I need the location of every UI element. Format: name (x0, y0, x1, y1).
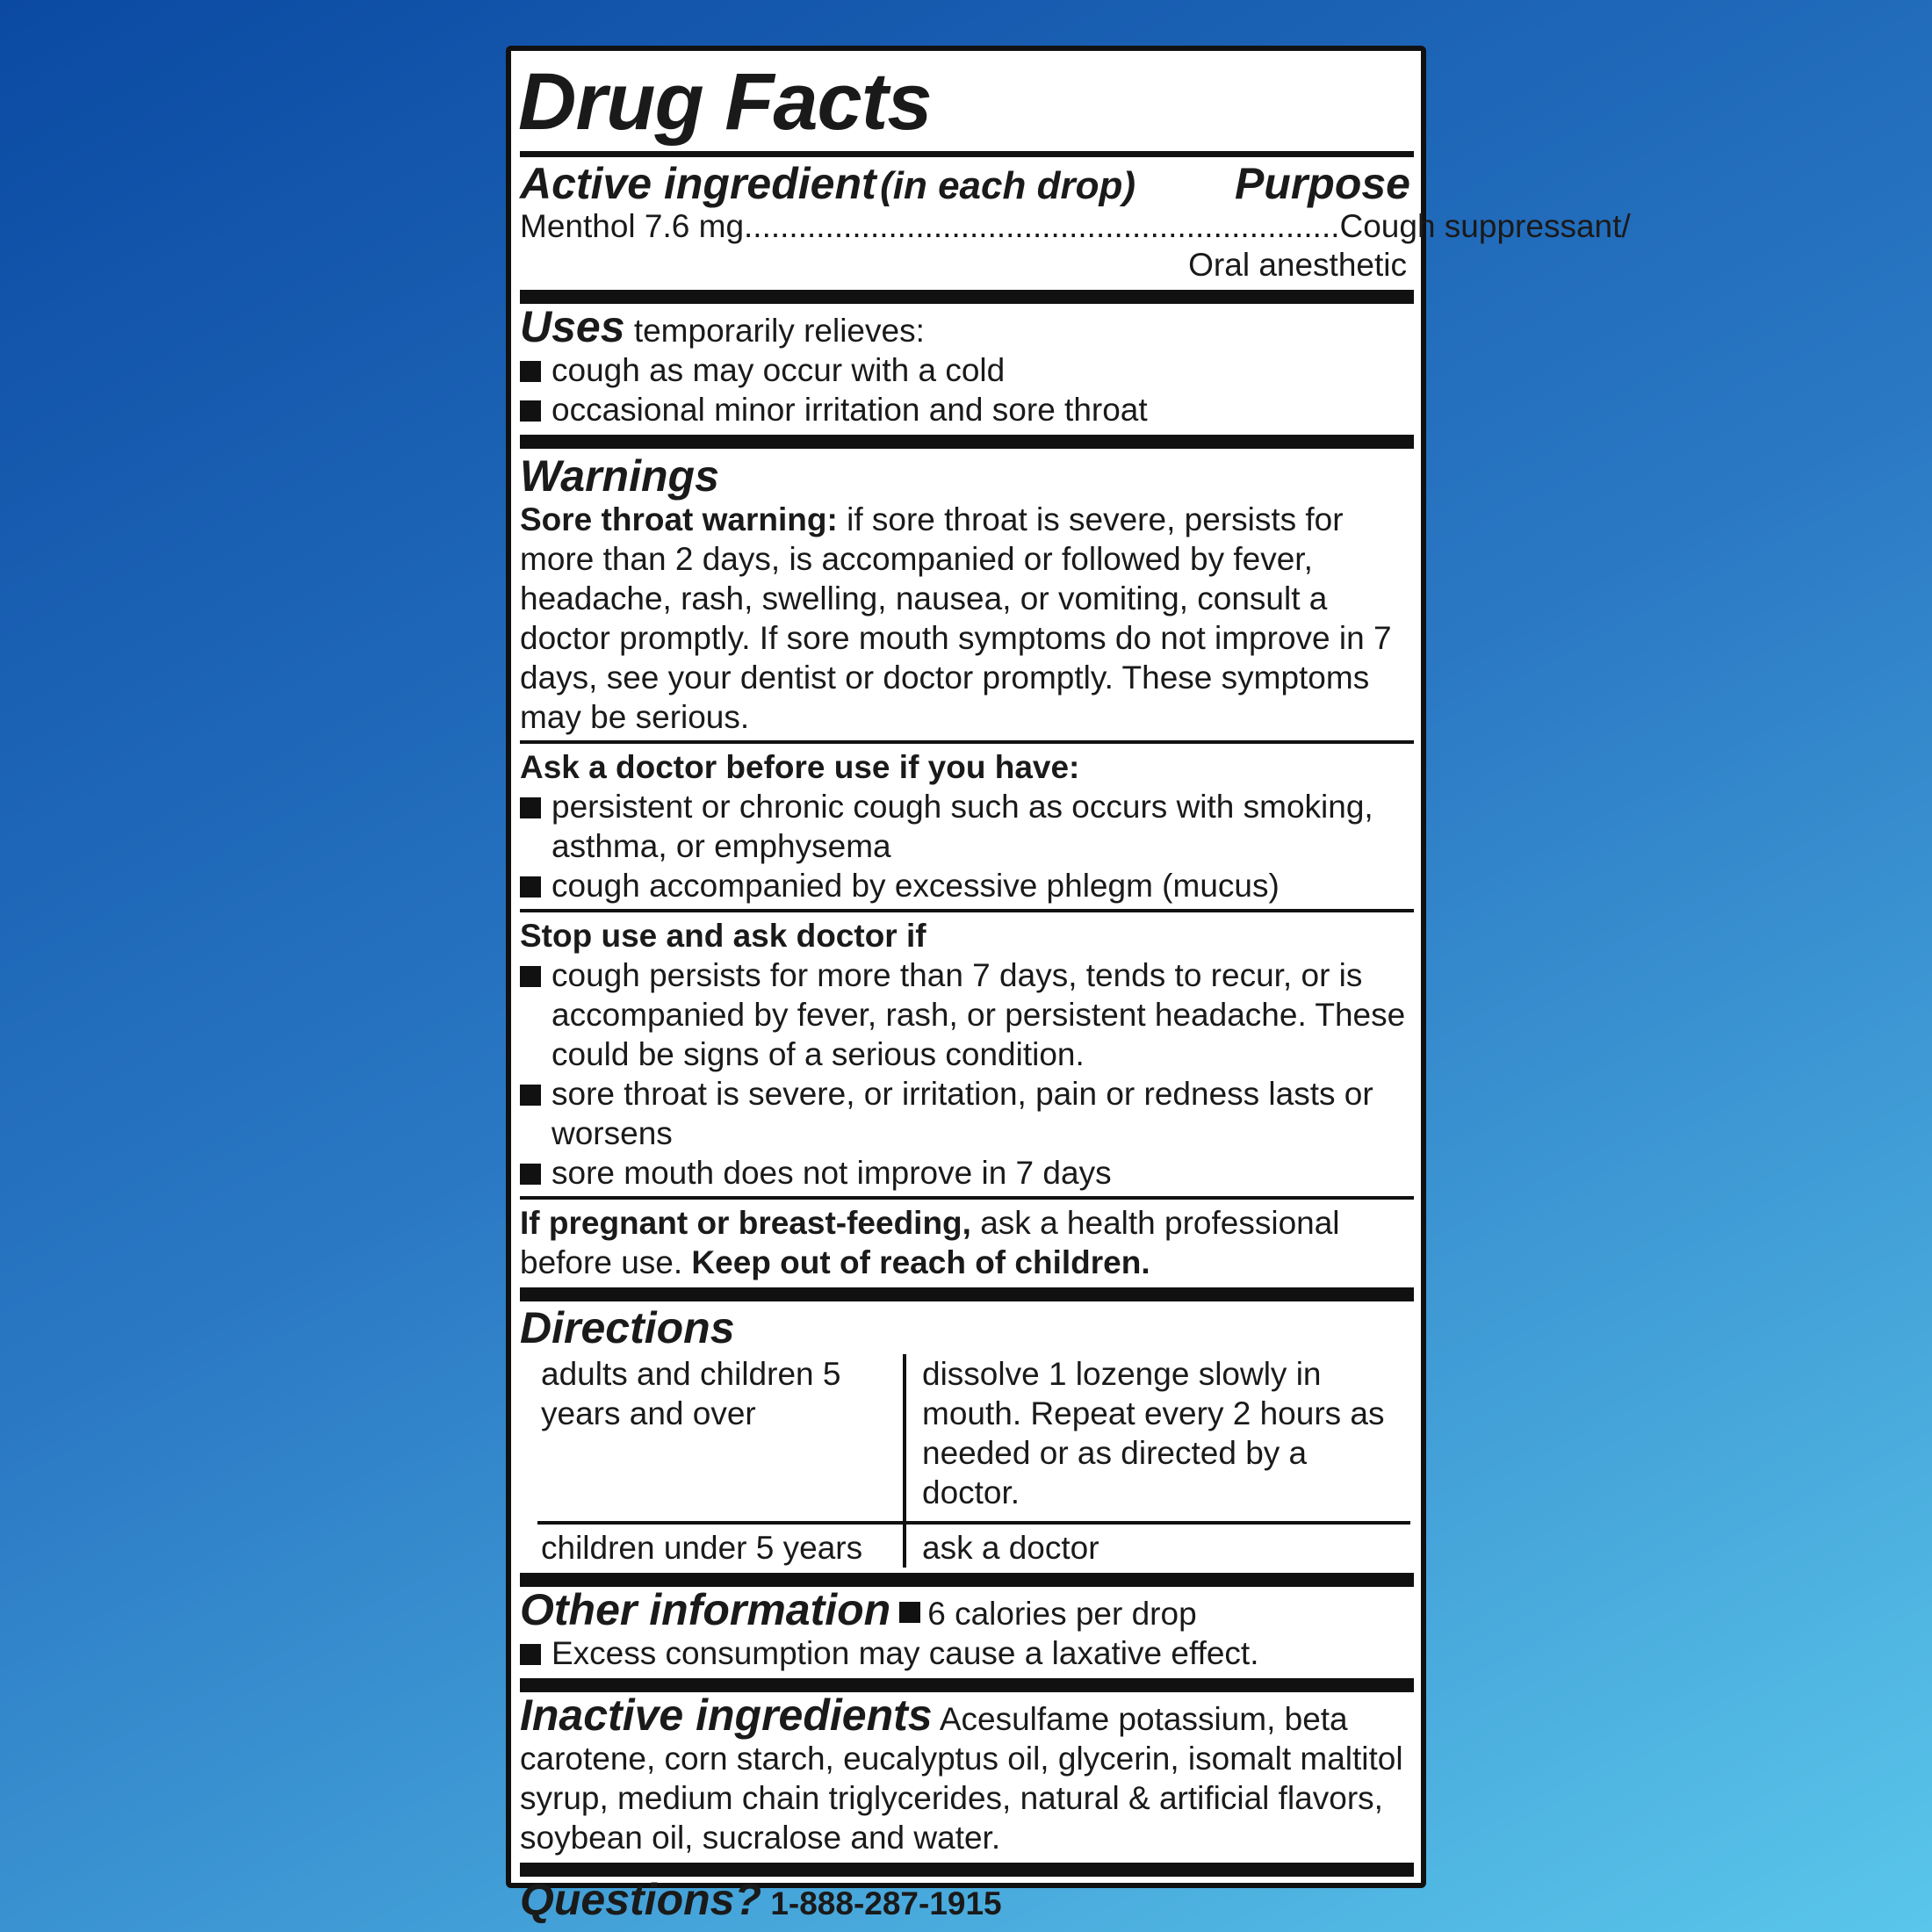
sore-throat-text: if sore throat is severe, persists for more than 2 days, is accompanied or followed by fever, headache, rash, swelling, nausea, or vomiting, consult a doctor promptly. If sore mouth symptoms do not improve in 7 days, see your dentist or doctor promptly. These symptoms may be serious. (520, 501, 1392, 735)
inactive-ingredients-section (520, 1690, 1414, 1857)
pregnant-text: ask a health professional before use. (520, 1204, 1340, 1280)
directions-how: ask a doctor (906, 1521, 1410, 1568)
inactive-ingredients-text: Acesulfame potassium, beta carotene, corn starch, eucalyptus oil, glycerin, isomalt maltitol syrup, medium chain triglycerides, natural & artificial flavors, soybean oil, sucralose and water. (520, 1700, 1403, 1856)
phone-number: 1-888-287-1915 (770, 1885, 1002, 1921)
list-item: occasional minor irritation and sore throat (520, 390, 1410, 429)
divider (520, 1287, 1414, 1301)
active-ingredient-row (520, 207, 1631, 246)
divider (520, 740, 1414, 744)
drug-facts-label (506, 46, 1631, 1924)
other-info-heading: Other information (520, 1584, 891, 1634)
active-ingredient-heading: Active ingredient (520, 159, 876, 208)
list-item: sore mouth does not improve in 7 days (520, 1153, 1410, 1193)
directions-how: dissolve 1 lozenge slowly in mouth. Repeat every 2 hours as needed or as directed by a doctor. (922, 1355, 1385, 1510)
directions-who: adults and children 5 years and over (537, 1354, 906, 1521)
list-item: Excess consumption may cause a laxative effect. (520, 1633, 1410, 1673)
square-bullet-icon (520, 1074, 551, 1153)
directions-section (520, 1302, 1414, 1568)
ingredient-name: Menthol 7.6 mg (520, 207, 745, 244)
ask-doctor-heading: Ask a doctor before use if you have: (520, 748, 1080, 785)
purpose-heading: Purpose (1234, 159, 1410, 208)
ask-doctor-section (520, 747, 1414, 905)
divider (520, 151, 1414, 157)
uses-intro: temporarily relieves: (633, 312, 925, 349)
directions-who: children under 5 years (537, 1521, 906, 1568)
questions-heading: Questions? (520, 1874, 762, 1924)
pregnancy-section (520, 1203, 1414, 1282)
list-item: cough persists for more than 7 days, tends to recur, or is accompanied by fever, rash, or persistent headache. These could be signs of a serious condition. (520, 955, 1410, 1074)
leader-dots: .................................................................. (744, 207, 1340, 244)
active-ingredient-section (520, 159, 1631, 285)
divider (520, 909, 1414, 912)
inactive-ingredients-heading: Inactive ingredients (520, 1690, 933, 1740)
active-ingredient-header (520, 161, 1410, 207)
square-bullet-icon (520, 1633, 551, 1673)
square-bullet-icon (520, 1153, 551, 1193)
square-bullet-icon (520, 787, 551, 866)
sore-throat-warning (520, 500, 1410, 737)
warnings-section (520, 452, 1414, 737)
keep-out-of-reach: Keep out of reach of children. (691, 1244, 1150, 1280)
other-info-item: 6 calories per drop (927, 1595, 1197, 1632)
divider (520, 1196, 1414, 1200)
label-title: Drug Facts (518, 57, 932, 147)
square-bullet-icon (520, 350, 551, 390)
warnings-heading: Warnings (520, 451, 719, 501)
uses-section (520, 301, 1414, 429)
sore-throat-label: Sore throat warning: (520, 501, 838, 537)
active-ingredient-paren: (in each drop) (880, 164, 1135, 207)
list-item: persistent or chronic cough such as occurs with smoking, asthma, or emphysema (520, 787, 1410, 866)
list-item: sore throat is severe, or irritation, pain or redness lasts or worsens (520, 1074, 1410, 1153)
square-bullet-icon (520, 866, 551, 905)
divider (520, 435, 1414, 449)
directions-table (537, 1354, 1410, 1568)
directions-heading: Directions (520, 1302, 735, 1352)
purpose-line-2: Oral anesthetic (1188, 246, 1407, 283)
questions-section (520, 1874, 1414, 1924)
square-bullet-icon (520, 390, 551, 429)
divider (520, 290, 1414, 304)
stop-use-heading: Stop use and ask doctor if (520, 917, 926, 954)
purpose-line-1: Cough suppressant/ (1339, 207, 1631, 244)
uses-heading: Uses (520, 301, 625, 351)
square-bullet-icon (899, 1602, 920, 1623)
stop-use-section (520, 916, 1414, 1193)
pregnant-label: If pregnant or breast-feeding, (520, 1204, 971, 1241)
square-bullet-icon (520, 955, 551, 1074)
other-info-section (520, 1584, 1414, 1673)
list-item: cough as may occur with a cold (520, 350, 1410, 390)
list-item: cough accompanied by excessive phlegm (mucus) (520, 866, 1410, 905)
